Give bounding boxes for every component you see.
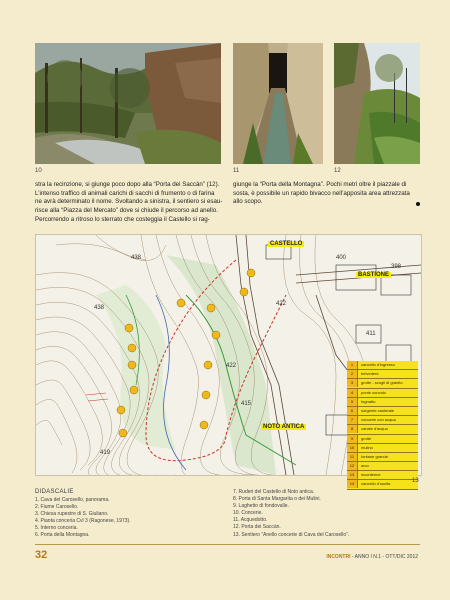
map-elevation: 419	[100, 450, 111, 456]
legend-row: 5 fognatto	[347, 398, 418, 407]
text-line: ne avrà determinato il nome. Svoltando a sinistra, il sentiero si esau-	[35, 198, 223, 206]
issue-info: - ANNO I N.1 - OTT/DIC 2012	[350, 554, 418, 560]
caption-item: 7. Ruderi del Castello di Noto antica.	[233, 489, 315, 495]
map-elevation: 422	[276, 301, 287, 307]
legend-row: 9 grotte	[347, 435, 418, 444]
footer-rule	[35, 544, 420, 545]
page-number: 32	[35, 549, 48, 561]
photo-number: 12	[334, 168, 341, 174]
legend-row: 14 cancello d'uscita	[347, 480, 418, 489]
body-column-left	[35, 181, 225, 225]
caption-item: 3. Chiesa rupestre di S. Giuliano.	[35, 511, 109, 518]
map-label-bastione: BASTIONE	[358, 272, 390, 278]
photo-river-valley	[35, 43, 221, 164]
legend-row: 6 sorgente canterale	[347, 407, 418, 416]
body-column-right	[233, 181, 423, 207]
legend-row: 2 belvedere	[347, 370, 418, 379]
legend-row: 1 cancello d'ingresso	[347, 361, 418, 370]
photo-number: 11	[233, 168, 240, 174]
caption-item: 6. Porta della Montagna.	[35, 532, 90, 539]
map-elevation: 422	[226, 363, 237, 369]
photo-aqueduct	[233, 43, 323, 164]
footer-issue	[326, 554, 418, 560]
photo-gate-path	[334, 43, 420, 164]
caption-item: 2. Fiume Carosello.	[35, 504, 79, 511]
text-line: Percorrendo a ritroso lo sterrato che costeggia il Castello si rag-	[35, 215, 210, 223]
map-number: 13	[412, 478, 419, 484]
map-elevation: 398	[391, 264, 402, 270]
legend-row: 10 mulino	[347, 444, 418, 453]
text-line: allo scopo.	[233, 198, 263, 206]
caption-item: 13. Sentiero “Anello concerie di Cava del Carosello”.	[233, 531, 350, 538]
caption-item: 8. Porta di Santa Margarita o dei Mulini.	[233, 496, 321, 503]
legend-row: 11 fontane grande	[347, 453, 418, 462]
legend-row: 3 grotte - scogli di granito	[347, 379, 418, 388]
map-elevation: 438	[94, 305, 105, 311]
caption-item: 10. Concerie.	[233, 510, 263, 517]
legend-row: 4 ponte concolo	[347, 389, 418, 398]
caption-item: 1. Cava del Carosello, panorama.	[35, 497, 110, 503]
captions-heading: DIDASCALIE	[35, 489, 74, 495]
map-elevation: 438	[131, 255, 142, 261]
text-line: risce alla “Piazza del Mercato” dove si chiude il percorso ad anello.	[35, 207, 218, 215]
legend-row: 7 concerie con acqua	[347, 416, 418, 425]
text-line: sosta, è possibile un rapido bivacco nell’apposita area attrezzata	[233, 189, 410, 197]
map-elevation: 415	[241, 401, 252, 407]
legend-row: 12 arco	[347, 462, 418, 471]
caption-item: 12. Porta dei Saccàn.	[233, 524, 281, 531]
text-line: L’intenso traffico di animali carichi di sacchi di frumento o di farina	[35, 189, 215, 197]
captions-left	[35, 497, 215, 540]
caption-item: 4. Pianta conceria Cvl 3 (Ragonese, 1973).	[35, 518, 131, 525]
caption-item: 11. Acquedotto.	[233, 517, 268, 524]
caption-item: 5. Interno conceria.	[35, 525, 78, 532]
map-label-noto-antica: NOTO ANTICA	[263, 424, 305, 430]
map-elevation: 411	[366, 331, 376, 337]
text-line: giunge la “Porta della Montagna”. Pochi metri oltre il piazzale di	[233, 181, 407, 188]
caption-item: 9. Laghetto di fondovalle.	[233, 503, 289, 510]
map-label-castello: CASTELLO	[270, 241, 303, 247]
map-legend	[347, 361, 418, 490]
text-line: stra la recinzione, si giunge poco dopo alla “Porta dei Saccàn” (12).	[35, 181, 220, 188]
end-of-article-bullet	[416, 202, 420, 206]
magazine-name: INCONTRI	[326, 554, 351, 560]
legend-row: 13 incontenne	[347, 471, 418, 480]
map-elevation: 400	[336, 255, 347, 261]
legend-row: 8 canale d'acqua	[347, 425, 418, 434]
photo-number: 10	[35, 168, 42, 174]
captions-right	[233, 489, 423, 539]
